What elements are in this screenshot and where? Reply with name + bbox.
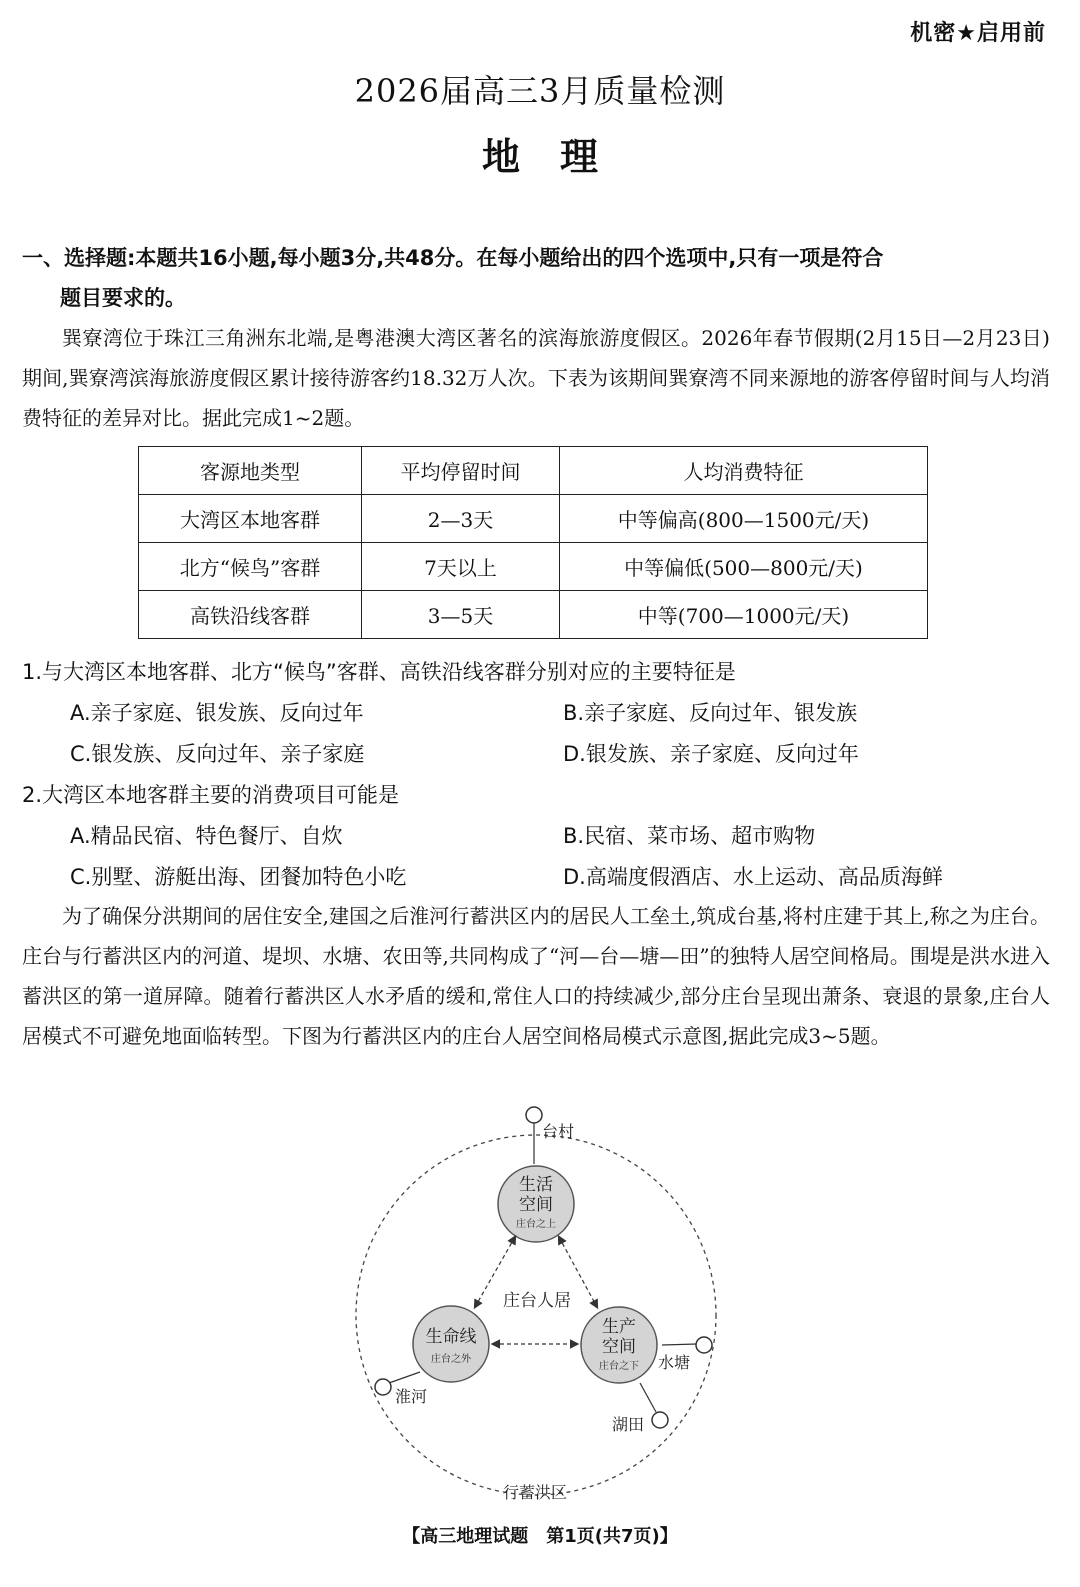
taicun-node xyxy=(526,1107,542,1123)
hutian-label: 湖田 xyxy=(612,1415,645,1434)
production-label-2: 空间 xyxy=(602,1337,636,1357)
table-cell: 中等(700—1000元/天) xyxy=(560,591,928,639)
connector-line xyxy=(640,1383,656,1412)
confidential-label: 机密★启用前 xyxy=(910,21,1046,46)
passage-1-text: 巽寮湾位于珠江三角洲东北端,是粤港澳大湾区著名的滨海旅游度假区。2026年春节假期(2月15日—2月23日)期间,巽寮湾滨海旅游度假区累计接待游客约18.32万人次。下表为该期间巽寮湾不同来源地的游客停留时间与人均消费特征的差异对比。据此完成1~2题。 xyxy=(22,326,1050,430)
huaihe-node xyxy=(375,1379,391,1395)
q2-option-c[interactable]: C.别墅、游艇出海、团餐加特色小吃 xyxy=(70,865,407,889)
passage-2 xyxy=(22,896,1050,1056)
production-label-1: 生产 xyxy=(602,1317,636,1337)
table-cell: 中等偏高(800—1500元/天) xyxy=(560,495,928,543)
lifeline-label: 生命线 xyxy=(425,1327,477,1347)
subject-title: 地理 xyxy=(481,135,638,179)
huaihe-label: 淮河 xyxy=(395,1387,428,1406)
section-line-1: 一、选择题:本题共16小题,每小题3分,共48分。在每小题给出的四个选项中,只有一项是符合 xyxy=(22,246,884,270)
connector-line xyxy=(662,1344,697,1345)
q1-option-b[interactable]: B.亲子家庭、反向过年、银发族 xyxy=(563,701,858,725)
shuitang-node xyxy=(696,1337,712,1353)
table-cell: 高铁沿线客群 xyxy=(139,591,362,639)
table-row xyxy=(139,543,928,591)
region-label: 行蓄洪区 xyxy=(502,1483,568,1502)
question-2-stem: 2.大湾区本地客群主要的消费项目可能是 xyxy=(22,783,400,807)
table-cell: 7天以上 xyxy=(362,543,560,591)
production-sub-label: 庄台之下 xyxy=(599,1361,639,1372)
q1-option-d[interactable]: D.银发族、亲子家庭、反向过年 xyxy=(563,742,859,766)
table-header: 人均消费特征 xyxy=(560,447,928,495)
lifeline-sub-label: 庄台之外 xyxy=(431,1354,471,1365)
tourist-table xyxy=(138,446,928,639)
zhuangtai-diagram xyxy=(340,1100,740,1510)
section-instructions xyxy=(22,238,1052,318)
section-line-2: 题目要求的。 xyxy=(60,286,186,310)
hutian-node xyxy=(652,1412,668,1428)
question-1-stem: 1.与大湾区本地客群、北方“候鸟”客群、高铁沿线客群分别对应的主要特征是 xyxy=(22,660,736,684)
living-sub-label: 庄台之上 xyxy=(516,1219,556,1230)
table-header-row xyxy=(139,447,928,495)
table-cell: 北方“候鸟”客群 xyxy=(139,543,362,591)
table-cell: 中等偏低(500—800元/天) xyxy=(560,543,928,591)
table-cell: 2—3天 xyxy=(362,495,560,543)
page-footer: 【高三地理试题 第1页(共7页)】 xyxy=(402,1526,678,1547)
q2-option-d[interactable]: D.高端度假酒店、水上运动、高品质海鲜 xyxy=(563,865,943,889)
living-label-1: 生活 xyxy=(519,1175,553,1195)
table-header: 客源地类型 xyxy=(139,447,362,495)
passage-1 xyxy=(22,318,1050,438)
q2-option-a[interactable]: A.精品民宿、特色餐厅、自炊 xyxy=(70,824,343,848)
table-cell: 3—5天 xyxy=(362,591,560,639)
shuitang-label: 水塘 xyxy=(658,1353,691,1372)
table-row xyxy=(139,495,928,543)
center-label: 庄台人居 xyxy=(503,1291,571,1311)
taicun-label: 台村 xyxy=(542,1122,575,1141)
table-row xyxy=(139,591,928,639)
passage-2-text: 为了确保分洪期间的居住安全,建国之后淮河行蓄洪区内的居民人工垒土,筑成台基,将村庄建于其上,称之为庄台。庄台与行蓄洪区内的河道、堤坝、水塘、农田等,共同构成了“河—台—塘—田”的独特人居空间格局。围堤是洪水进入蓄洪区的第一道屏障。随着行蓄洪区人水矛盾的缓和,常住人口的持续减少,部分庄台呈现出萧条、衰退的景象,庄台人居模式不可避免地面临转型。下图为行蓄洪区内的庄台人居空间格局模式示意图,据此完成3~5题。 xyxy=(22,904,1050,1048)
table-cell: 大湾区本地客群 xyxy=(139,495,362,543)
living-label-2: 空间 xyxy=(519,1195,553,1215)
q2-option-b[interactable]: B.民宿、菜市场、超市购物 xyxy=(563,824,816,848)
table-header: 平均停留时间 xyxy=(362,447,560,495)
exam-title: 2026届高三3月质量检测 xyxy=(354,72,726,110)
q1-option-a[interactable]: A.亲子家庭、银发族、反向过年 xyxy=(70,701,364,725)
connector-line xyxy=(389,1372,420,1383)
q1-option-c[interactable]: C.银发族、反向过年、亲子家庭 xyxy=(70,742,365,766)
